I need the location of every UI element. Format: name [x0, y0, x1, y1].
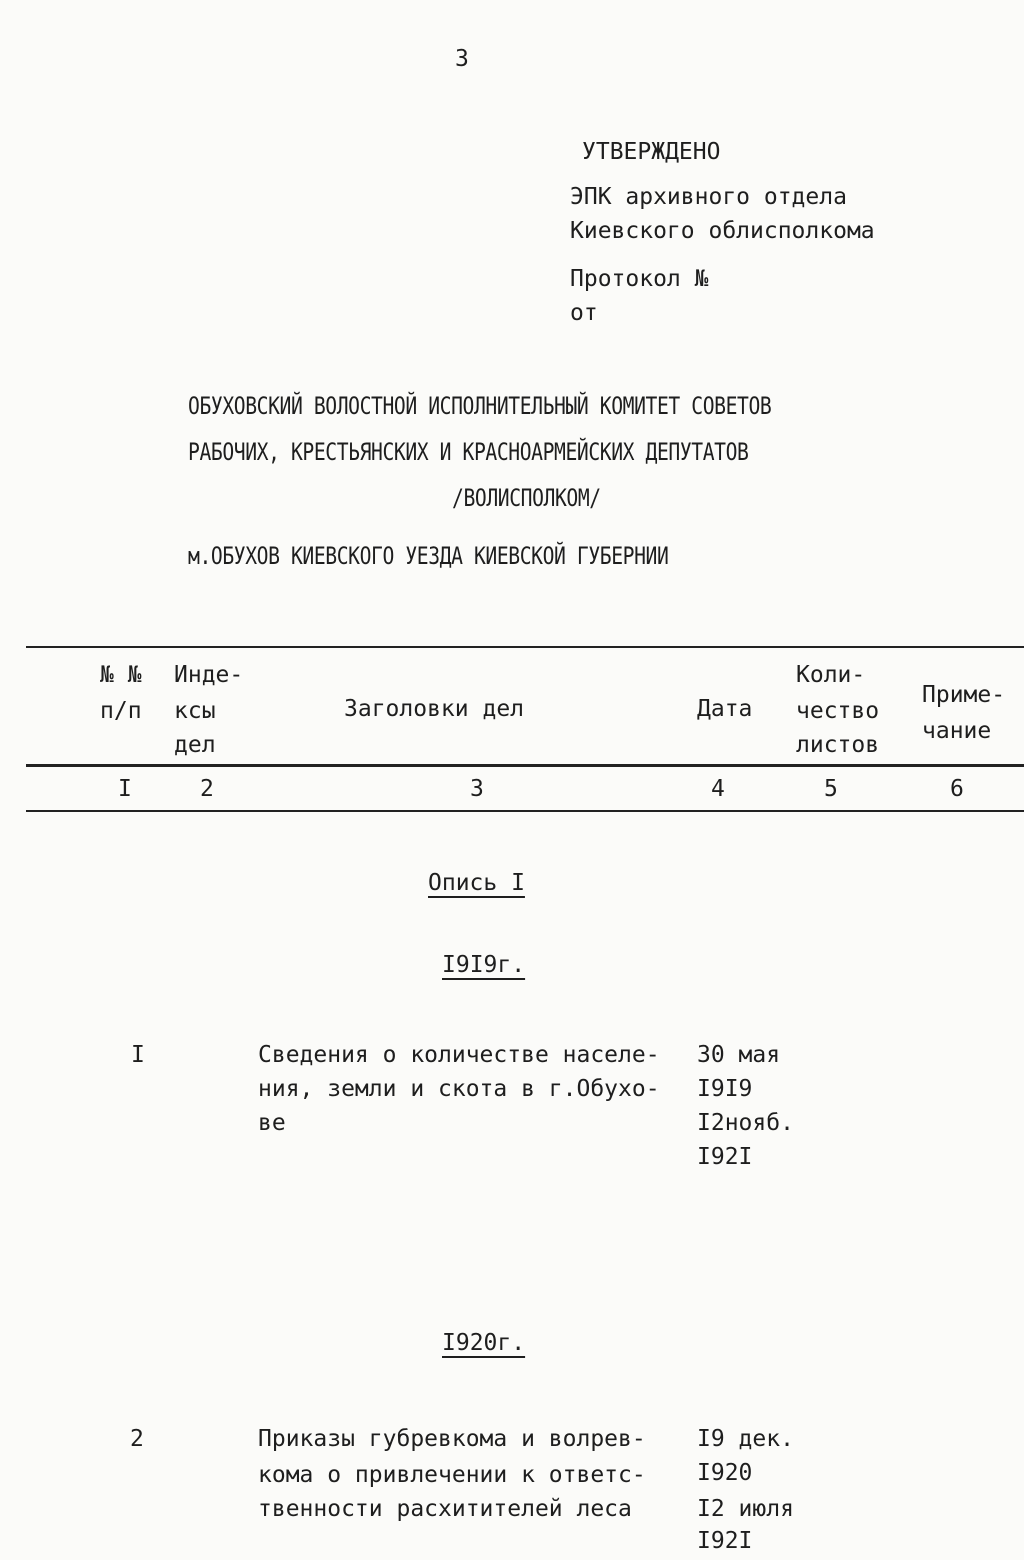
table-bottom-rule [26, 810, 1024, 812]
entry-title-line-1: Сведения о количестве населе- [258, 1042, 660, 1068]
entry-date-line-4: I92I [697, 1144, 753, 1170]
header-col-sheets-2: чество [796, 698, 880, 724]
header-col-number-1: № № [100, 662, 142, 688]
entry-title-line-2: ния, земли и скота в г.Обухо- [258, 1076, 660, 1102]
entry-date-line-3: I2 июля [697, 1496, 794, 1522]
approval-title: УТВЕРЖДЕНО [582, 139, 721, 165]
section-year: I920г. [442, 1330, 526, 1356]
approval-date-label: от [570, 300, 598, 326]
entry-date-line-2: I920 [697, 1460, 753, 1486]
header-col-number-2: п/п [100, 698, 142, 724]
header-col-title: Заголовки дел [344, 696, 525, 722]
header-col-note-2: чание [922, 718, 992, 744]
header-number-6: 6 [950, 776, 964, 802]
entry-title-line-2: кома о привлечении к ответс- [258, 1462, 646, 1488]
entry-title-line-1: Приказы губревкома и волрев- [258, 1426, 646, 1452]
table-mid-rule [26, 764, 1024, 767]
page-number: 3 [455, 46, 469, 72]
header-col-date: Дата [697, 696, 753, 722]
entry-title-line-3: твенности расхитителей леса [258, 1496, 632, 1522]
header-col-index-1: Инде- [174, 662, 244, 688]
heading-line-3: /ВОЛИСПОЛКОМ/ [452, 484, 601, 512]
header-number-3: 3 [470, 776, 484, 802]
table-top-rule [26, 646, 1024, 648]
heading-line-1: ОБУХОВСКИЙ ВОЛОСТНОЙ ИСПОЛНИТЕЛЬНЫЙ КОМИТЕТ СОВЕТОВ [188, 392, 772, 420]
header-number-2: 2 [200, 776, 214, 802]
approval-line-2: Киевского облисполкома [570, 218, 875, 244]
header-col-sheets-3: листов [796, 732, 880, 758]
approval-line-1: ЭПК архивного отдела [570, 184, 847, 210]
inventory-title: Опись I [428, 870, 525, 896]
header-number-1: I [118, 776, 132, 802]
entry-date-line-1: 30 мая [697, 1042, 781, 1068]
header-col-index-3: дел [174, 732, 216, 758]
section-year: I9I9г. [442, 952, 526, 978]
entry-number: I [131, 1042, 145, 1068]
header-col-sheets-1: Коли- [796, 662, 866, 688]
header-col-note-1: Приме- [922, 682, 1006, 708]
entry-date-line-1: I9 дек. [697, 1426, 794, 1452]
heading-line-2: РАБОЧИХ, КРЕСТЬЯНСКИХ И КРАСНОАРМЕЙСКИХ ДЕПУТАТОВ [188, 438, 749, 466]
heading-line-4: м.ОБУХОВ КИЕВСКОГО УЕЗДА КИЕВСКОЙ ГУБЕРНИИ [188, 542, 669, 570]
entry-number: 2 [130, 1426, 144, 1452]
header-number-4: 4 [711, 776, 725, 802]
entry-date-line-2: I9I9 [697, 1076, 753, 1102]
entry-title-line-3: ве [258, 1110, 286, 1136]
entry-date-line-3: I2нояб. [697, 1110, 794, 1136]
header-number-5: 5 [824, 776, 838, 802]
header-col-index-2: ксы [174, 698, 216, 724]
approval-protocol: Протокол № [570, 266, 709, 292]
entry-date-line-4: I92I [697, 1528, 753, 1554]
